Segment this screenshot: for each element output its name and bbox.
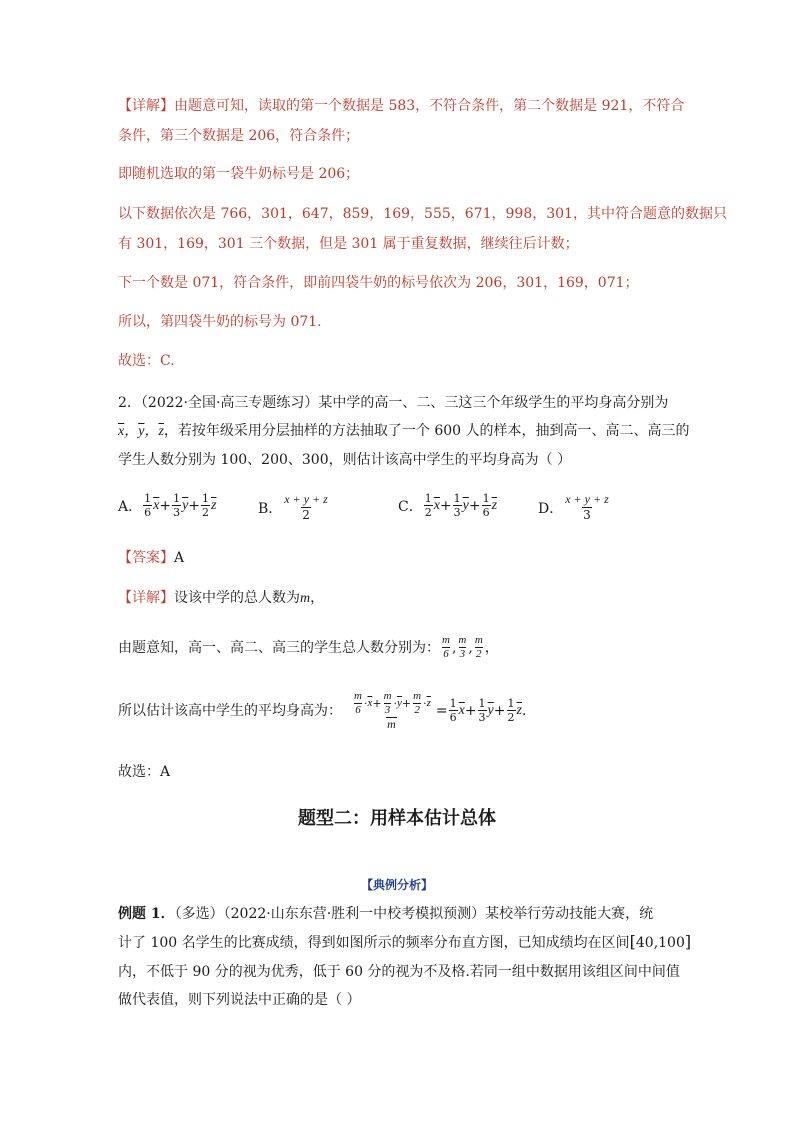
detail-tag: 【详解】 bbox=[118, 98, 174, 114]
detail1-line3: 即随机选取的第一袋牛奶标号是 206； bbox=[118, 166, 360, 182]
detail2-line1: 【详解】设该中学的总人数为m， bbox=[118, 590, 325, 606]
q2-vars: $\overline{x}$，$\overline{y}$，$\overline{z}$ bbox=[118, 424, 164, 439]
answer2-value: A bbox=[174, 550, 185, 566]
detail1-line4: 以下数据依次是 766，301，647，859，169，555，671，998，301，其中符合题意的数据只 bbox=[118, 206, 727, 222]
detail2-line2: 由题意知，高一、高二、高三的学生总人数分别为： $\frac{m}{6}$ , $\frac{m}{3}$ , $\frac{m}{2}$ ， bbox=[118, 634, 499, 660]
section-title: 题型二：用样本估计总体 bbox=[298, 808, 496, 829]
option-b[interactable]: B． $\frac{x + y + z}{2}$ bbox=[258, 492, 328, 522]
interval-value: 40,100 bbox=[635, 935, 685, 951]
answer2-line: 【答案】A bbox=[118, 550, 185, 566]
option-d[interactable]: D． $\frac{x + y + z}{3}$ bbox=[538, 492, 609, 522]
sub-title: 【典例分析】 bbox=[360, 878, 433, 892]
example-line3: 内，不低于 90 分的视为优秀，低于 60 分的视为不及格.若同一组中数据用该组区间中间值 bbox=[118, 964, 680, 980]
example-line2: 计了 100 名学生的比赛成绩，得到如图所示的频率分布直方图，已知成绩均在区间[40,100] bbox=[118, 932, 692, 951]
q2-line1: 2．（2022·全国·高三专题练习）某中学的高一、二、三这三个年级学生的平均身高分别为 bbox=[118, 395, 669, 411]
detail2-answer: 故选：A bbox=[118, 764, 171, 780]
example-line4: 做代表值，则下列说法中正确的是（ ） bbox=[118, 992, 361, 1008]
mean-formula: $\frac{m}{6}$ · $\overline{x}$ + $\frac{m}{3}$ · $\overline{y}$ + $\frac{m}{2}$ · $\overline{z}$ m bbox=[354, 690, 431, 731]
detail1-line7: 所以，第四袋牛奶的标号为 071. bbox=[118, 314, 322, 330]
detail1-line6: 下一个数是 071，符合条件，即前四袋牛奶的标号依次为 206，301，169，071； bbox=[118, 275, 639, 291]
detail1-line1: 【详解】由题意可知，读取的第一个数据是 583，不符合条件，第二个数据是 921，不符合 bbox=[118, 98, 685, 114]
detail2-line3: 所以估计该高中学生的平均身高为： $\frac{m}{6}$ · $\overline{x}$ + $\frac{m}{3}$ · $\overline{y}$ + $\frac{m}{2}$ · $\overline{z}$ m = $\frac{1}{6}$ $\overline{x}$ + $\frac{1}{3}$ $\overline{y}$ + $\frac{1}{2}$ $\overline{z}$ . bbox=[118, 690, 527, 731]
detail1-line2: 条件，第三个数据是 206，符合条件； bbox=[118, 128, 360, 144]
detail1-line5: 有 301，169，301 三个数据，但是 301 属于重复数据，继续往后计数； bbox=[118, 236, 579, 252]
detail1-answer: 故选：C. bbox=[118, 353, 175, 369]
q2-line3: 学生人数分别为 100、200、300，则估计该高中学生的平均身高为（ ） bbox=[118, 452, 572, 468]
option-c[interactable]: C． $\frac{1}{2}$ $\overline{x}$ + $\frac{1}{3}$ $\overline{y}$ + $\frac{1}{6}$ $\overline{z}$ bbox=[398, 492, 498, 519]
example-line1: 例题 1．（多选）（2022·山东东营·胜利一中校考模拟预测）某校举行劳动技能大赛，统 bbox=[118, 906, 654, 922]
q2-line2: $\overline{x}$，$\overline{y}$，$\overline{z}$，若按年级采用分层抽样的方法抽取了一个 600 人的样本，抽到高一、高二、高三的 bbox=[118, 423, 690, 439]
option-a[interactable]: A． $\frac{1}{6}$ $\overline{x}$ + $\frac{1}{3}$ $\overline{y}$ + $\frac{1}{2}$ $\overline{z}$ bbox=[118, 492, 217, 519]
